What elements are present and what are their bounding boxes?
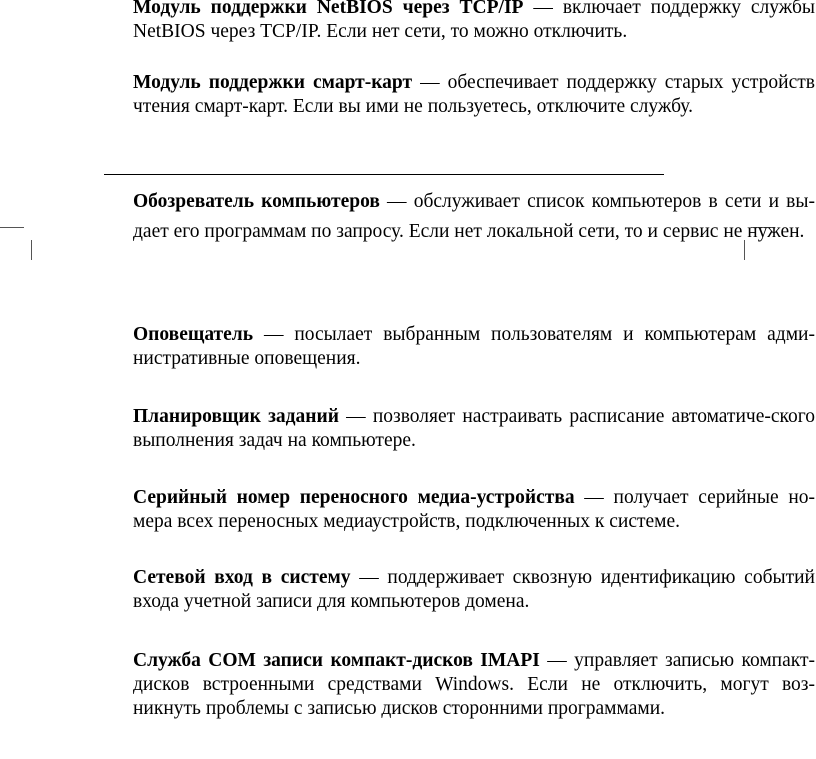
service-description: — обслуживает список компьютеров в сети и вы-дает его программам по запросу. Если нет локальной сети, то и сервис не нужен.	[133, 191, 815, 242]
crop-mark-left-vertical	[31, 240, 32, 260]
service-term: Серийный номер переносного медиа-устройства	[133, 487, 575, 508]
service-media-serial	[133, 486, 815, 534]
service-description: — позволяет настраивать расписание автоматиче-ского выполнения задач на компьютере.	[133, 406, 815, 451]
service-description: — получает серийные но-мера всех переносных медиаустройств, подключенных к системе.	[133, 487, 815, 532]
service-description: — обеспечивает поддержку старых устройств чтения смарт-карт. Если вы ими не пользуетесь, отключите службу.	[133, 72, 815, 117]
horizontal-rule	[104, 174, 664, 175]
crop-mark-left-horizontal	[0, 227, 24, 228]
service-scheduler	[133, 405, 815, 453]
service-term: Оповещатель	[133, 324, 254, 345]
service-term: Сетевой вход в систему	[133, 567, 351, 588]
service-smartcard	[133, 71, 815, 119]
service-imapi	[133, 649, 815, 721]
service-netlogon	[133, 566, 815, 614]
service-description: — посылает выбранным пользователям и компьютерам адми-нистративные оповещения.	[133, 324, 815, 369]
service-term: Служба COM записи компакт-дисков IMAPI	[133, 650, 540, 671]
service-browser	[133, 187, 815, 247]
service-alerter	[133, 323, 815, 371]
service-netbios	[133, 0, 815, 44]
service-term: Модуль поддержки NetBIOS через TCP/IP	[133, 0, 524, 18]
service-description: — управляет записью компакт-дисков встроенными средствами Windows. Если не отключить, могут воз-никнуть проблемы с записью дисков сторонними программами.	[133, 650, 815, 719]
service-description: — поддерживает сквозную идентификацию событий входа учетной записи для компьютеров домена.	[133, 567, 815, 612]
service-description: — включает поддержку службы NetBIOS через TCP/IP. Если нет сети, то можно отключить.	[133, 0, 815, 42]
service-term: Модуль поддержки смарт-карт	[133, 72, 413, 93]
service-term: Планировщик заданий	[133, 406, 339, 427]
service-term: Обозреватель компьютеров	[133, 191, 380, 212]
